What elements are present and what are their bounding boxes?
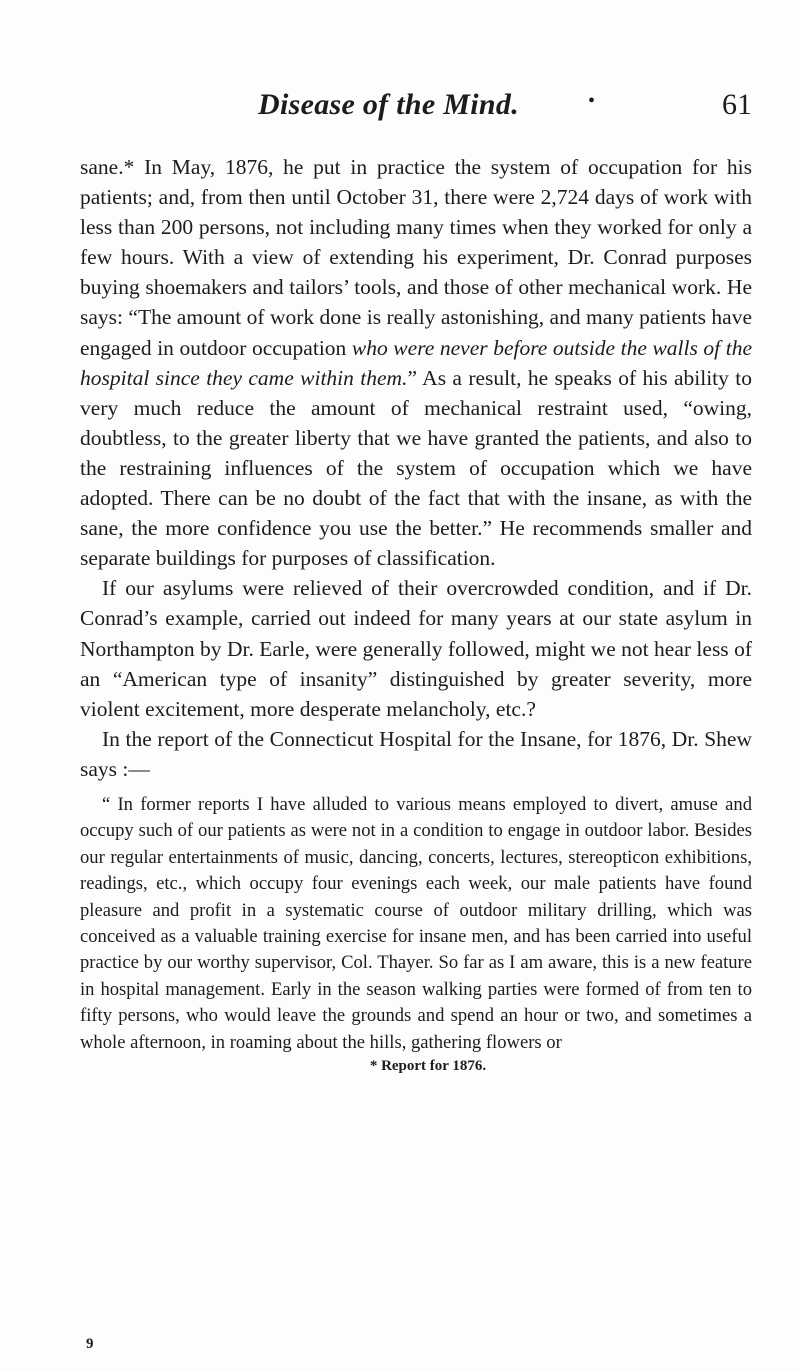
- paragraph-1-text: sane.* In May, 1876, he put in practice the system of occupation for his patients; and, from then until October 31, there were 2,724 days of work with less than 200 persons, not including many times when they worked for only a few hours. With a view of extending his experiment, Dr. Conrad purposes buying shoemakers and tailors’ tools, and those of other mechanical work. He says: “The amount of work done is really astonishing, and many patients have engaged in outdoor occupation: [80, 155, 752, 360]
- book-page: [80, 88, 752, 1075]
- paragraph-2: If our asylums were relieved of their overcrowded condition, and if Dr. Conrad’s example, carried out indeed for many years at our state asylum in Northampton by Dr. Earle, were generally followed, might we not hear less of an “American type of insanity” distinguished by greater severity, more violent excitement, more desperate melancholy, etc.?: [80, 576, 752, 721]
- body-text: [80, 152, 752, 784]
- paragraph-3: In the report of the Connecticut Hospital for the Insane, for 1876, Dr. Shew says :—: [80, 726, 752, 781]
- paragraph-1-emphasis: who were never before outside the walls of the hospital since they came within them.: [80, 335, 753, 390]
- signature-mark: 9: [86, 1336, 94, 1352]
- paragraph-1: [80, 152, 752, 573]
- footnote: * Report for 1876.: [369, 1058, 487, 1075]
- block-quote: [80, 792, 752, 1056]
- page-number: 61: [722, 88, 752, 121]
- running-header: [80, 88, 752, 136]
- paragraph-1-continuation: ” As a result, he speaks of his ability to very much reduce the amount of mechanical restraint used, “owing, doubtless, to the greater liberty that we have granted the patients, and also to the restraining influences of the system of occupation which we have adopted. There can be no doubt of the fact that with the insane, as with the sane, the more confidence you use the better.” He recommends smaller and separate buildings for purposes of classification.: [80, 365, 752, 571]
- running-title: Disease of the Mind.: [258, 88, 519, 121]
- header-dot: •: [588, 90, 596, 112]
- quote-text: “ In former reports I have alluded to various means employed to divert, amuse and occupy such of our patients as were not in a condition to engage in outdoor labor. Besides our regular entertainments of music, dancing, concerts, lectures, stereopticon exhibitions, readings, etc., which occupy four evenings each week, our male patients have found pleasure and profit in a systematic course of outdoor military drilling, which was conceived as a valuable training exercise for insane men, and has been carried into useful practice by our worthy supervisor, Col. Thayer. So far as I am aware, this is a new feature in hospital management. Early in the season walking parties were formed of from ten to fifty persons, who would leave the grounds and spend an hour or two, and sometimes a whole afternoon, in roaming about the hills, gathering flowers or: [80, 793, 752, 1053]
